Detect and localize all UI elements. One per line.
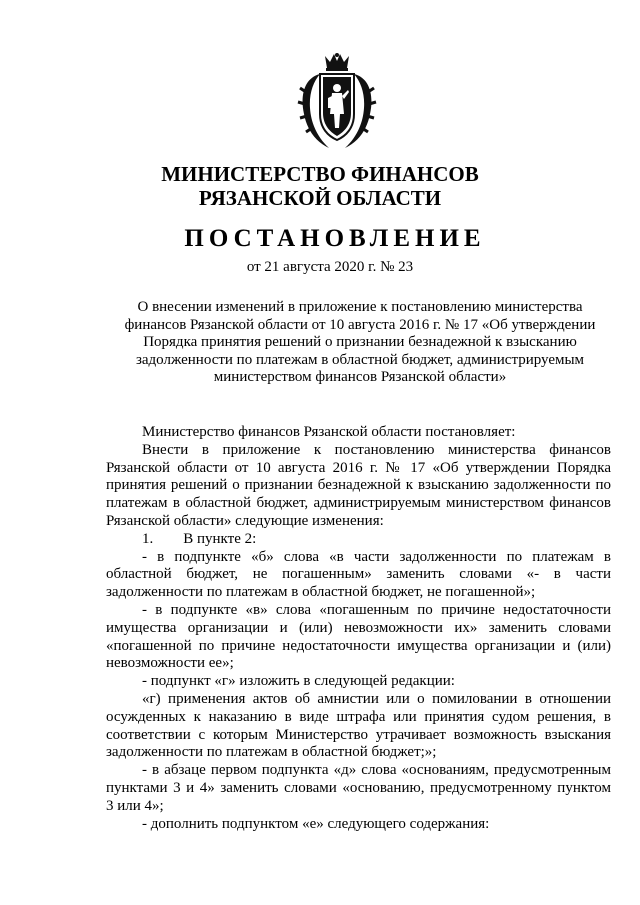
body-line: областной бюджет, не погашенным» заменить словами «- в части <box>106 566 611 583</box>
body-line: Рязанской области от 10 августа 2016 г. № 17 «Об утверждении Порядка <box>106 459 611 476</box>
document-type-heading: ПОСТАНОВЛЕНИЕ <box>184 225 486 252</box>
body-line: Внести в приложение к постановлению министерства финансов <box>142 441 611 458</box>
ministry-title-line1: МИНИСТЕРСТВО ФИНАНСОВ <box>161 162 479 186</box>
body-line: задолженности по платежам в областной бюджет;»; <box>106 744 437 761</box>
subject-line: О внесении изменений в приложение к постановлению министерства <box>137 299 583 315</box>
body-line-item-1 <box>106 531 611 549</box>
body-line: - в подпункте «б» слова «в части задолженности по платежам в <box>142 548 611 565</box>
subject-line: задолженности по платежам в областной бюджет, администрируемым <box>135 351 585 368</box>
body-line: «г) применения актов об амнистии или о помиловании в отношении <box>142 690 611 707</box>
body-line: Министерство финансов Рязанской области постановляет: <box>142 424 516 440</box>
document-subject <box>110 299 610 387</box>
subject-line: финансов Рязанской области от 10 августа 2016 г. № 17 «Об утверждении <box>124 316 596 333</box>
body-line: невозможности ее»; <box>106 655 234 672</box>
body-line: - в абзаце первом подпункта «д» слова «основаниям, предусмотренным <box>142 762 611 779</box>
body-line: Рязанской области» следующие изменения: <box>106 512 384 529</box>
body-line: принятия решений о признании безнадежной к взысканию задолженности по <box>106 477 611 494</box>
body-line: пунктами 3 и 4» заменить словами «основанию, предусмотренному пунктом <box>106 779 611 796</box>
body-line: - дополнить подпунктом «е» следующего содержания: <box>142 815 490 832</box>
body-line: «погашенной по причине недостаточности имущества организации и (или) <box>106 637 611 654</box>
body-line: соответствии с которым Министерство утрачивает возможность взыскания <box>106 726 611 743</box>
body-line: платежам в областной бюджет, администрируемым министерством финансов <box>106 495 611 512</box>
document-date-number: от 21 августа 2020 г. № 23 <box>246 259 414 275</box>
body-line: имущества организации и (или) невозможности их» заменить словами <box>106 619 611 636</box>
ministry-title-line2: РЯЗАНСКОЙ ОБЛАСТИ <box>198 186 442 210</box>
item-text: В пункте 2: <box>183 530 257 547</box>
coat-of-arms-emblem <box>296 52 378 152</box>
subject-line: Порядка принятия решений о признании безнадежной к взысканию <box>143 334 577 351</box>
item-number: 1. <box>142 530 154 547</box>
ministry-title <box>0 162 640 210</box>
body-line: - подпункт «г» изложить в следующей редакции: <box>142 673 455 690</box>
body-line: задолженности по платежам в областной бюджет, не погашенной»; <box>106 584 536 601</box>
document-body <box>106 424 611 833</box>
body-line: осужденных к наказанию в виде штрафа или принятия судом решения, в <box>106 708 611 725</box>
body-line: 3 или 4»; <box>106 797 164 814</box>
body-line: - в подпункте «в» слова «погашенным по причине недостаточности <box>142 601 611 618</box>
subject-line: министерством финансов Рязанской области» <box>213 369 507 386</box>
